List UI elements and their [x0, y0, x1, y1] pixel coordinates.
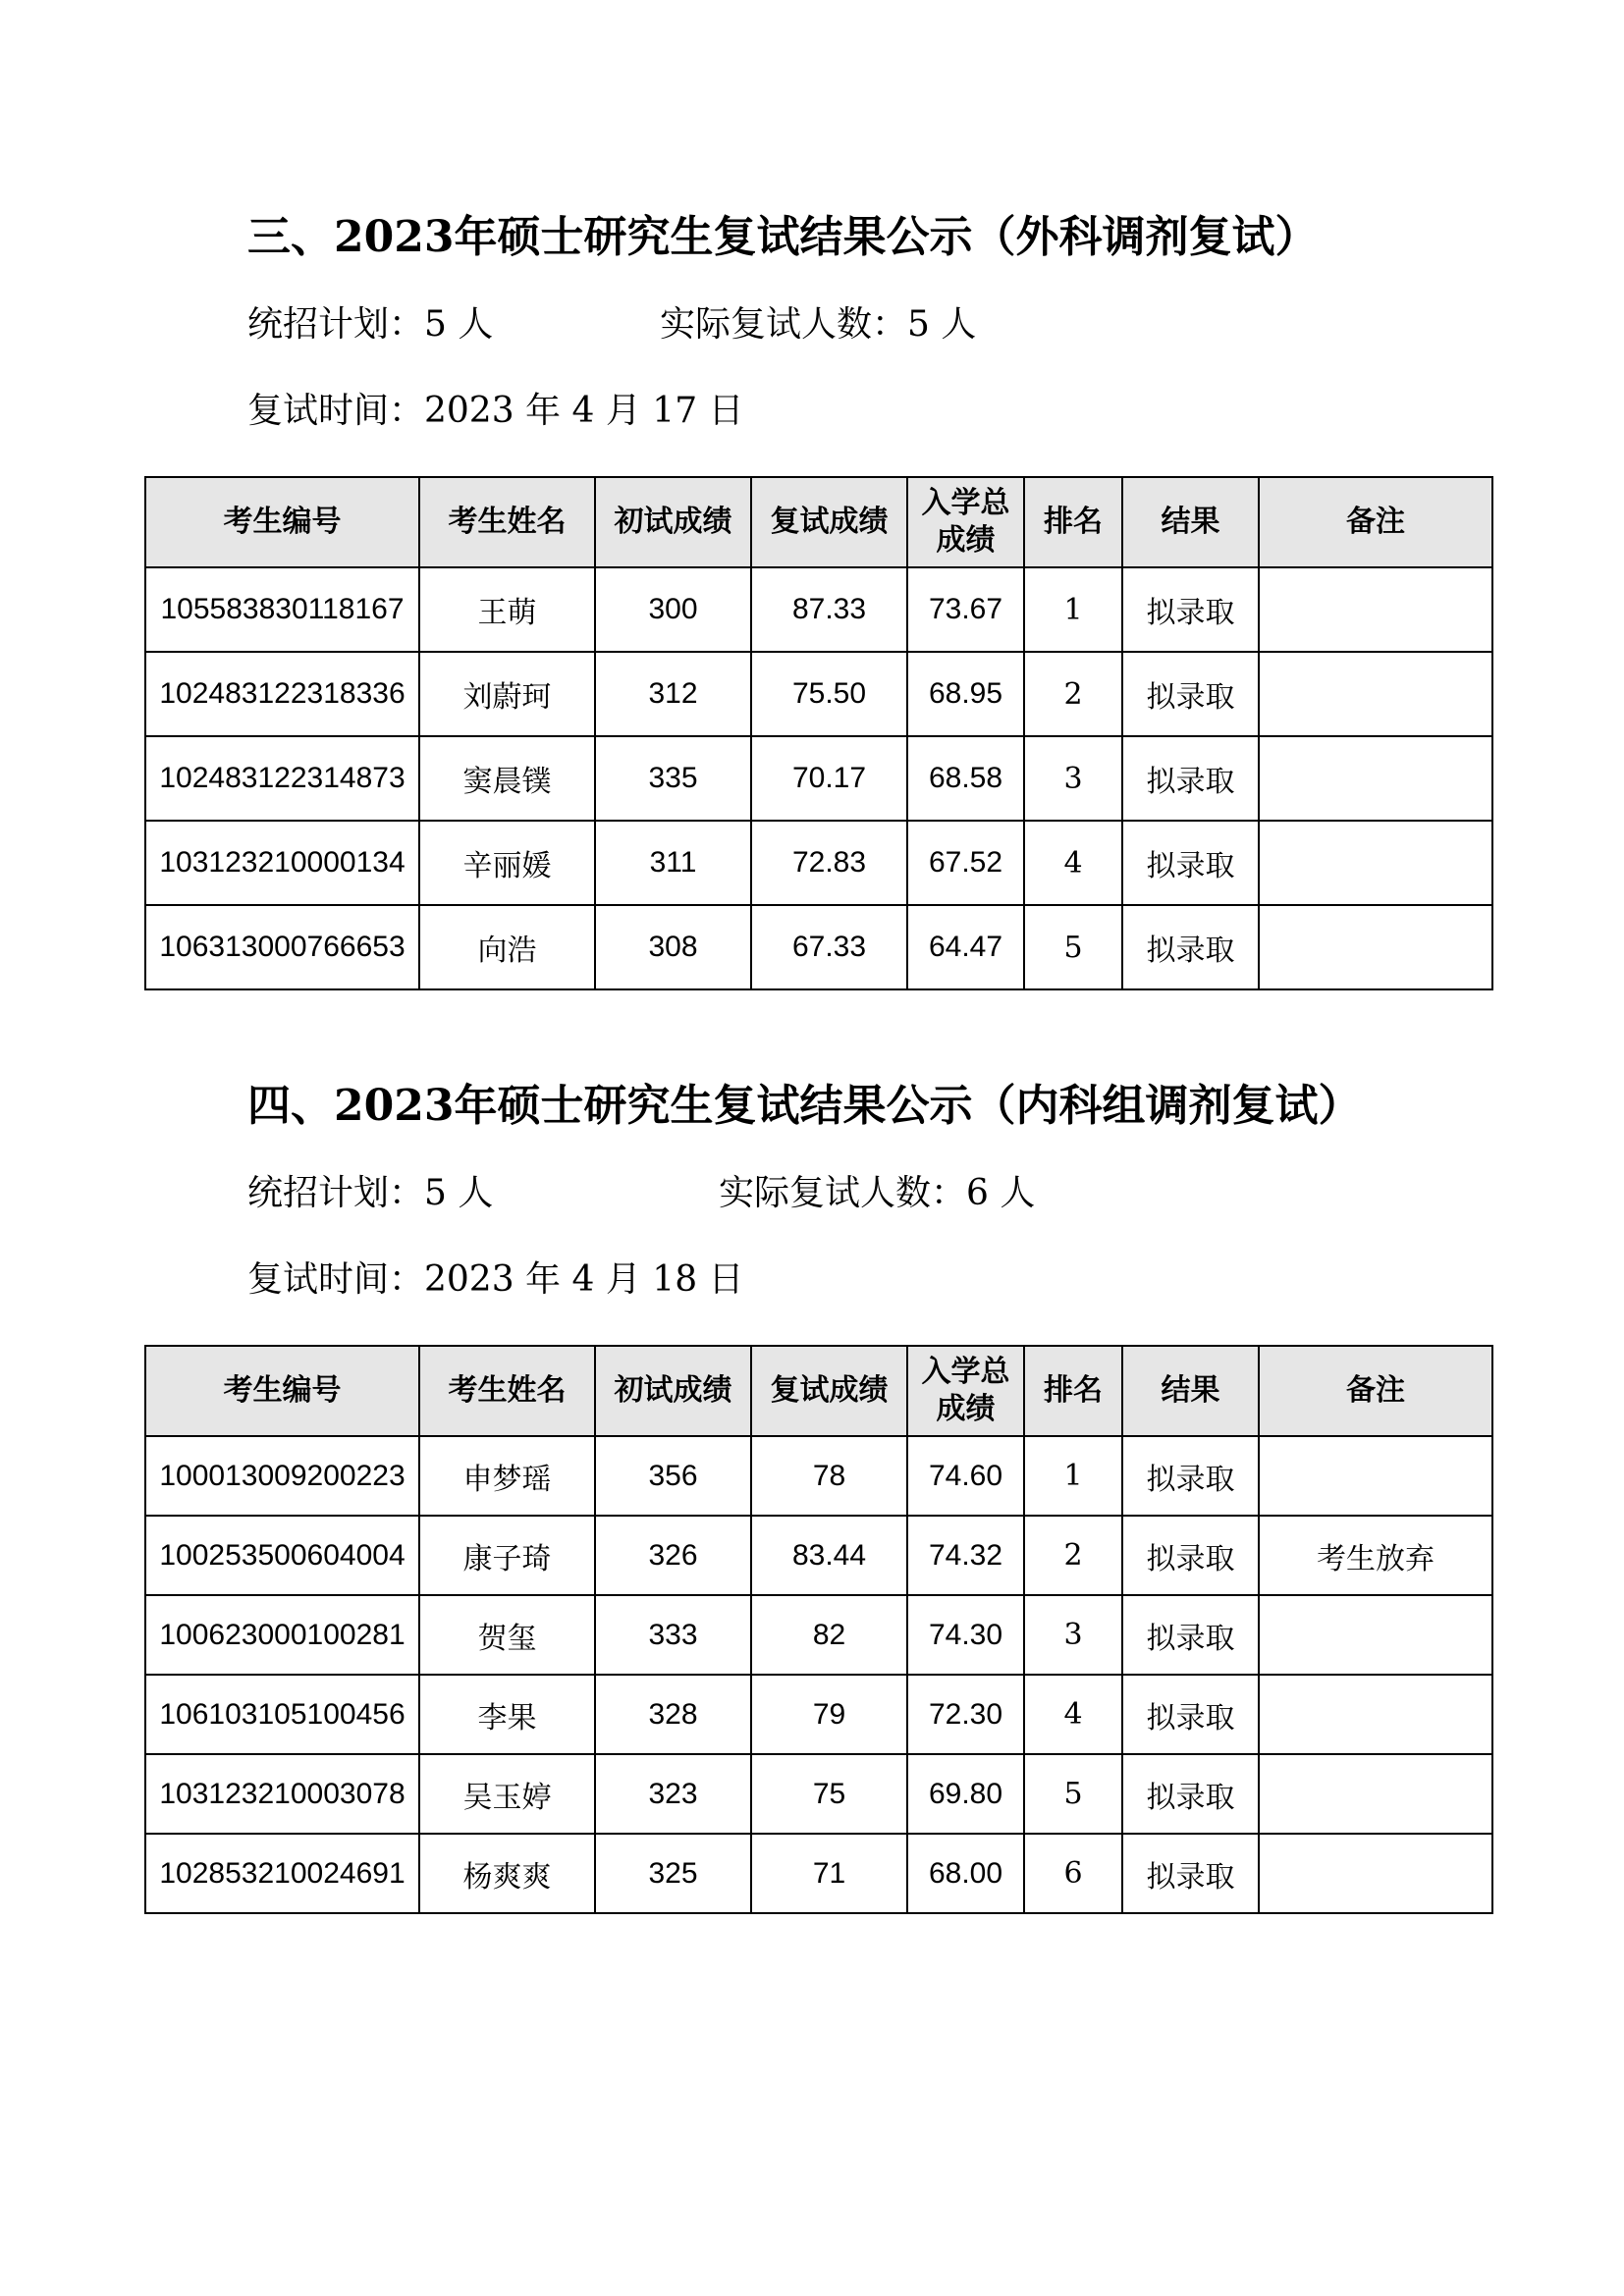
rank-cell: 3: [1024, 736, 1122, 821]
retest-score-cell: 71: [751, 1834, 907, 1913]
result-cell: 拟录取: [1122, 736, 1259, 821]
enrollment-plan: 统招计划：5 人: [247, 304, 494, 345]
note-cell: [1259, 821, 1492, 905]
retest-score-cell: 70.17: [751, 736, 907, 821]
retest-score-cell: 79: [751, 1675, 907, 1754]
header-total-score: 入学总成绩: [907, 477, 1024, 567]
initial-score-cell: 312: [595, 652, 751, 736]
rank-cell: 4: [1024, 821, 1122, 905]
result-cell: 拟录取: [1122, 905, 1259, 989]
table-row: [145, 1516, 1492, 1595]
result-cell: 拟录取: [1122, 652, 1259, 736]
table-row: [145, 736, 1492, 821]
retest-score-cell: 82: [751, 1595, 907, 1675]
candidate-id-cell: 100013009200223: [145, 1436, 419, 1516]
total-score-cell: 73.67: [907, 567, 1024, 652]
initial-score-cell: 333: [595, 1595, 751, 1675]
rank-cell: 5: [1024, 905, 1122, 989]
total-score-cell: 69.80: [907, 1754, 1024, 1834]
table-row: [145, 1675, 1492, 1754]
candidate-name-cell: 王萌: [419, 567, 595, 652]
header-rank: 排名: [1024, 1346, 1122, 1436]
header-initial-score: 初试成绩: [595, 477, 751, 567]
result-cell: 拟录取: [1122, 1436, 1259, 1516]
candidate-id-cell: 105583830118167: [145, 567, 419, 652]
note-cell: [1259, 1436, 1492, 1516]
rank-cell: 2: [1024, 652, 1122, 736]
candidate-id-cell: 106103105100456: [145, 1675, 419, 1754]
header-rank: 排名: [1024, 477, 1122, 567]
total-score-cell: 74.60: [907, 1436, 1024, 1516]
retest-score-cell: 83.44: [751, 1516, 907, 1595]
retest-date: 复试时间：2023 年 4 月 18 日: [247, 1259, 744, 1300]
header-candidate-name: 考生姓名: [419, 477, 595, 567]
total-score-cell: 64.47: [907, 905, 1024, 989]
table-row: [145, 1436, 1492, 1516]
section-title: 三、2023年硕士研究生复试结果公示（外科调剂复试）: [247, 212, 1319, 262]
candidate-id-cell: 102853210024691: [145, 1834, 419, 1913]
note-cell: [1259, 905, 1492, 989]
table-row: [145, 905, 1492, 989]
result-cell: 拟录取: [1122, 821, 1259, 905]
results-table: [144, 476, 1493, 990]
candidate-id-cell: 100623000100281: [145, 1595, 419, 1675]
candidate-name-cell: 李果: [419, 1675, 595, 1754]
retest-score-cell: 72.83: [751, 821, 907, 905]
rank-cell: 5: [1024, 1754, 1122, 1834]
initial-score-cell: 356: [595, 1436, 751, 1516]
table-row: [145, 567, 1492, 652]
result-cell: 拟录取: [1122, 1516, 1259, 1595]
initial-score-cell: 311: [595, 821, 751, 905]
retest-score-cell: 67.33: [751, 905, 907, 989]
total-score-cell: 68.58: [907, 736, 1024, 821]
total-score-cell: 68.00: [907, 1834, 1024, 1913]
header-result: 结果: [1122, 1346, 1259, 1436]
candidate-id-cell: 106313000766653: [145, 905, 419, 989]
rank-cell: 6: [1024, 1834, 1122, 1913]
header-candidate-id: 考生编号: [145, 1346, 419, 1436]
header-note: 备注: [1259, 477, 1492, 567]
rank-cell: 1: [1024, 567, 1122, 652]
candidate-name-cell: 辛丽媛: [419, 821, 595, 905]
candidate-id-cell: 103123210000134: [145, 821, 419, 905]
note-cell: [1259, 567, 1492, 652]
note-cell: [1259, 1595, 1492, 1675]
rank-cell: 3: [1024, 1595, 1122, 1675]
section-title: 四、2023年硕士研究生复试结果公示（内科组调剂复试）: [247, 1081, 1362, 1131]
candidate-name-cell: 贺玺: [419, 1595, 595, 1675]
retest-date: 复试时间：2023 年 4 月 17 日: [247, 391, 744, 431]
retest-score-cell: 87.33: [751, 567, 907, 652]
table-header-row: [145, 477, 1492, 567]
retest-score-cell: 78: [751, 1436, 907, 1516]
candidate-name-cell: 吴玉婷: [419, 1754, 595, 1834]
rank-cell: 4: [1024, 1675, 1122, 1754]
total-score-cell: 74.32: [907, 1516, 1024, 1595]
table-row: [145, 1595, 1492, 1675]
enrollment-plan: 统招计划：5 人: [247, 1173, 494, 1213]
note-cell: 考生放弃: [1259, 1516, 1492, 1595]
initial-score-cell: 308: [595, 905, 751, 989]
table-row: [145, 1754, 1492, 1834]
initial-score-cell: 325: [595, 1834, 751, 1913]
header-retest-score: 复试成绩: [751, 1346, 907, 1436]
initial-score-cell: 335: [595, 736, 751, 821]
header-result: 结果: [1122, 477, 1259, 567]
note-cell: [1259, 1675, 1492, 1754]
header-initial-score: 初试成绩: [595, 1346, 751, 1436]
candidate-id-cell: 102483122318336: [145, 652, 419, 736]
note-cell: [1259, 652, 1492, 736]
header-candidate-name: 考生姓名: [419, 1346, 595, 1436]
header-candidate-id: 考生编号: [145, 477, 419, 567]
total-score-cell: 74.30: [907, 1595, 1024, 1675]
candidate-name-cell: 刘蔚珂: [419, 652, 595, 736]
table-row: [145, 652, 1492, 736]
header-total-score: 入学总成绩: [907, 1346, 1024, 1436]
table-row: [145, 1834, 1492, 1913]
result-cell: 拟录取: [1122, 567, 1259, 652]
table-body: [145, 567, 1492, 989]
actual-retest-count: 实际复试人数：5 人: [660, 304, 977, 345]
candidate-name-cell: 窦晨镤: [419, 736, 595, 821]
total-score-cell: 67.52: [907, 821, 1024, 905]
results-table: [144, 1345, 1493, 1914]
candidate-name-cell: 杨爽爽: [419, 1834, 595, 1913]
header-retest-score: 复试成绩: [751, 477, 907, 567]
note-cell: [1259, 736, 1492, 821]
note-cell: [1259, 1834, 1492, 1913]
table-header-row: [145, 1346, 1492, 1436]
candidate-id-cell: 102483122314873: [145, 736, 419, 821]
initial-score-cell: 328: [595, 1675, 751, 1754]
result-cell: 拟录取: [1122, 1675, 1259, 1754]
table-body: [145, 1436, 1492, 1913]
result-cell: 拟录取: [1122, 1754, 1259, 1834]
retest-score-cell: 75: [751, 1754, 907, 1834]
rank-cell: 1: [1024, 1436, 1122, 1516]
initial-score-cell: 300: [595, 567, 751, 652]
candidate-name-cell: 康子琦: [419, 1516, 595, 1595]
total-score-cell: 72.30: [907, 1675, 1024, 1754]
header-note: 备注: [1259, 1346, 1492, 1436]
candidate-name-cell: 向浩: [419, 905, 595, 989]
initial-score-cell: 326: [595, 1516, 751, 1595]
retest-score-cell: 75.50: [751, 652, 907, 736]
table-row: [145, 821, 1492, 905]
note-cell: [1259, 1754, 1492, 1834]
total-score-cell: 68.95: [907, 652, 1024, 736]
result-cell: 拟录取: [1122, 1834, 1259, 1913]
candidate-id-cell: 100253500604004: [145, 1516, 419, 1595]
actual-retest-count: 实际复试人数：6 人: [719, 1173, 1036, 1213]
candidate-id-cell: 103123210003078: [145, 1754, 419, 1834]
candidate-name-cell: 申梦瑶: [419, 1436, 595, 1516]
initial-score-cell: 323: [595, 1754, 751, 1834]
result-cell: 拟录取: [1122, 1595, 1259, 1675]
rank-cell: 2: [1024, 1516, 1122, 1595]
